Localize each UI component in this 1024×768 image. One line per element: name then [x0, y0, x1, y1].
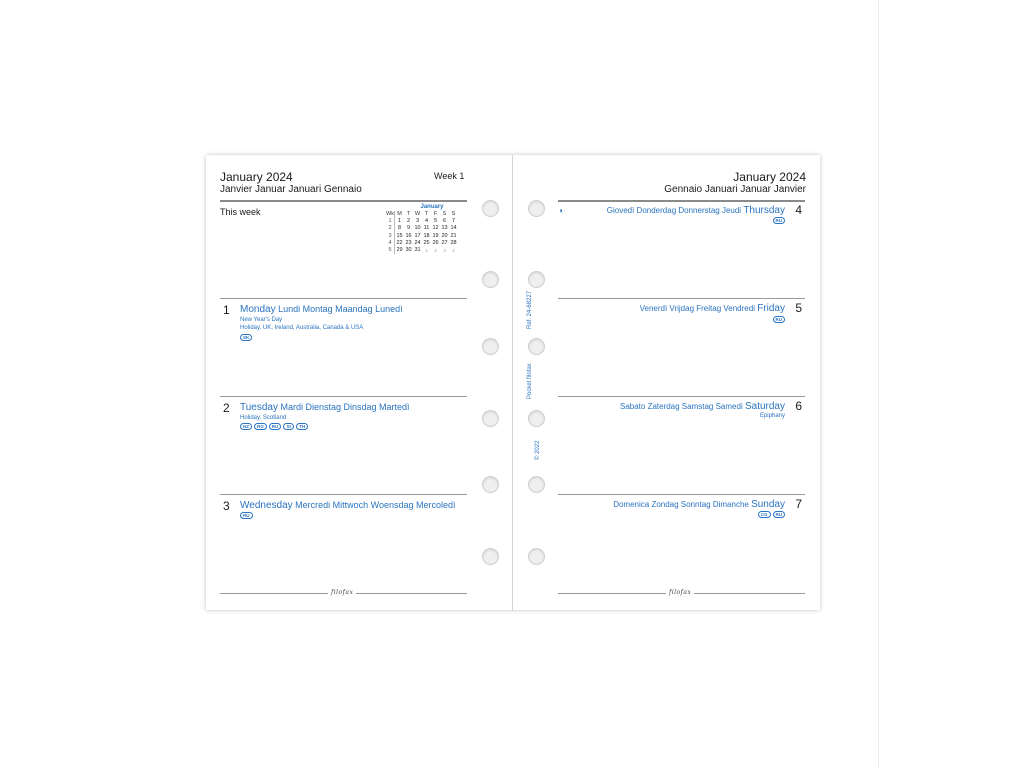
mini-day-cell: 22	[396, 239, 403, 246]
day-note: Holiday, UK, Ireland, Australia, Canada & USA	[240, 325, 364, 331]
day-note: Epiphany	[759, 413, 785, 419]
spine-product: Pocket filofax	[527, 363, 533, 399]
right-month-title: January 2024	[733, 170, 806, 184]
mini-day-cell: 5	[433, 218, 438, 225]
mini-day-cell: 3	[443, 247, 446, 253]
country-badge: RU	[269, 423, 282, 430]
country-badge: RU	[773, 316, 786, 323]
spine-ref: Ref. 24-68227	[527, 290, 533, 329]
country-badge: RU	[773, 217, 786, 224]
mini-day-cell: 28	[450, 239, 457, 246]
mini-calendar	[386, 203, 468, 254]
mini-week-number: 4	[386, 240, 395, 247]
mini-day-cell: 24	[414, 239, 421, 246]
mini-day-cell: 21	[450, 232, 457, 239]
mini-day-cell: 20	[441, 232, 448, 239]
country-badge: RU	[773, 511, 786, 518]
day-divider	[558, 298, 805, 299]
binder-hole	[482, 200, 499, 217]
mini-week-number: 1	[386, 218, 395, 225]
day-number: 6	[795, 399, 802, 413]
mini-day-cell: 1	[397, 218, 402, 225]
mini-day-cell: 18	[423, 232, 430, 239]
day-name-row	[240, 402, 410, 413]
mini-week-number: 3	[386, 233, 395, 240]
mini-header-cell: W	[414, 211, 421, 217]
mini-day-cell: 3	[415, 218, 420, 225]
day-name-row	[240, 500, 456, 511]
mini-header-cell: Wk	[386, 211, 394, 217]
day-translations: Giovedì Donderdag Donnerstag Jeudi	[606, 206, 742, 215]
mini-header-cell: S	[451, 211, 456, 217]
mini-day-cell: 2	[406, 218, 411, 225]
day-number: 3	[223, 499, 230, 513]
country-badge: RO	[254, 423, 267, 430]
mini-day-cell: 23	[405, 239, 412, 246]
mini-week-number: 5	[386, 247, 395, 254]
country-badge: SK	[240, 334, 252, 341]
mini-calendar-month: January	[420, 204, 444, 210]
page-edge-divider	[878, 0, 879, 768]
country-badges	[240, 334, 252, 341]
diary-spread	[206, 155, 820, 610]
mini-calendar-week-row	[386, 240, 468, 247]
filofax-logo: filofax	[666, 589, 694, 596]
day-divider	[220, 494, 467, 495]
country-badges	[758, 511, 785, 518]
country-badge: CG	[758, 511, 771, 518]
day-number: 4	[795, 203, 802, 217]
day-name-row	[620, 401, 785, 412]
week-label: Week 1	[434, 171, 465, 181]
day-name: Wednesday	[240, 500, 293, 511]
mini-day-cell: 2	[434, 247, 437, 253]
country-badges	[240, 512, 253, 519]
country-badge: SI	[283, 423, 294, 430]
mini-day-cell: 12	[432, 225, 439, 232]
binder-hole	[482, 410, 499, 427]
mini-day-cell: 16	[405, 232, 412, 239]
mini-week-number: 2	[386, 225, 395, 232]
day-number: 5	[795, 301, 802, 315]
binder-hole	[482, 548, 499, 565]
mini-day-cell: 11	[423, 225, 430, 232]
mini-day-cell: 19	[432, 232, 439, 239]
mini-day-cell: 27	[441, 239, 448, 246]
mini-day-cell: 4	[452, 247, 455, 253]
day-divider	[220, 396, 467, 397]
day-note: New Year's Day	[240, 317, 283, 323]
mini-calendar-body	[386, 218, 468, 254]
mini-day-cell: 30	[405, 246, 412, 253]
day-divider	[558, 396, 805, 397]
country-badge: TH	[296, 423, 308, 430]
mini-day-cell: 17	[414, 232, 421, 239]
day-note: Holiday, Scotland	[240, 415, 287, 421]
day-name-row	[607, 205, 785, 216]
header-rule	[220, 200, 467, 202]
mini-day-cell: 25	[423, 239, 430, 246]
mini-header-cell: S	[442, 211, 447, 217]
day-translations: Sabato Zaterdag Samstag Samedi	[619, 402, 743, 411]
day-translations: Mardi Dienstag Dinsdag Martedì	[280, 402, 410, 412]
mini-day-cell: 7	[451, 218, 456, 225]
mini-day-cell: 15	[396, 232, 403, 239]
day-number: 2	[223, 401, 230, 415]
day-name-row	[640, 303, 785, 314]
day-translations: Lundi Montag Maandag Lunedì	[278, 304, 403, 314]
day-translations: Mercredi Mittwoch Woensdag Mercoledì	[295, 500, 456, 510]
binder-hole	[482, 476, 499, 493]
mini-day-cell: 31	[414, 246, 421, 253]
filofax-logo: filofax	[328, 589, 356, 596]
day-number: 1	[223, 303, 230, 317]
mini-day-cell: 13	[441, 225, 448, 232]
mini-header-cell: F	[433, 211, 438, 217]
mini-day-cell: 6	[442, 218, 447, 225]
day-name: Monday	[240, 304, 276, 315]
day-divider	[558, 494, 805, 495]
mini-calendar-week-row	[386, 218, 468, 225]
day-divider	[220, 298, 467, 299]
country-badge: RU	[240, 512, 253, 519]
moon-phase-icon: ◑	[558, 206, 563, 215]
mini-header-cell: T	[406, 211, 411, 217]
mini-calendar-header	[386, 211, 468, 218]
day-number: 7	[795, 497, 802, 511]
day-name-row	[613, 499, 785, 510]
country-badge: NZ	[240, 423, 252, 430]
left-month-subtitle: Janvier Januar Januari Gennaio	[220, 184, 362, 195]
right-month-subtitle: Gennaio Januari Januar Janvier	[664, 184, 806, 195]
country-badges	[240, 423, 308, 430]
mini-day-cell: 26	[432, 239, 439, 246]
day-name: Friday	[757, 303, 785, 314]
mini-day-cell: 29	[396, 246, 403, 253]
header-rule	[558, 200, 805, 202]
day-name: Saturday	[744, 401, 785, 412]
mini-calendar-week-row	[386, 225, 468, 232]
binder-hole	[482, 271, 499, 288]
day-translations: Domenica Zondag Sonntag Dimanche	[613, 500, 749, 509]
day-name: Sunday	[751, 499, 785, 510]
right-page	[513, 155, 820, 610]
this-week-label: This week	[220, 207, 261, 217]
day-name: Tuesday	[240, 402, 278, 413]
mini-day-cell: 4	[424, 218, 429, 225]
day-translations: Venerdì Vrijdag Freitag Vendredi	[639, 304, 755, 313]
mini-header-cell: M	[397, 211, 402, 217]
mini-day-cell: 10	[414, 225, 421, 232]
country-badges	[773, 217, 786, 224]
day-name-row	[240, 304, 403, 315]
country-badges	[773, 316, 786, 323]
mini-header-cell: T	[424, 211, 429, 217]
binder-hole	[482, 338, 499, 355]
left-page	[206, 155, 512, 610]
mini-day-cell: 14	[450, 225, 457, 232]
mini-day-cell: 1	[425, 247, 428, 253]
day-name: Thursday	[743, 205, 785, 216]
mini-calendar-week-row	[386, 247, 468, 254]
mini-day-cell: 9	[406, 225, 411, 232]
mini-day-cell: 8	[397, 225, 402, 232]
spine-copyright: © 2022	[535, 440, 541, 460]
left-month-title: January 2024	[220, 170, 293, 184]
mini-calendar-week-row	[386, 233, 468, 240]
